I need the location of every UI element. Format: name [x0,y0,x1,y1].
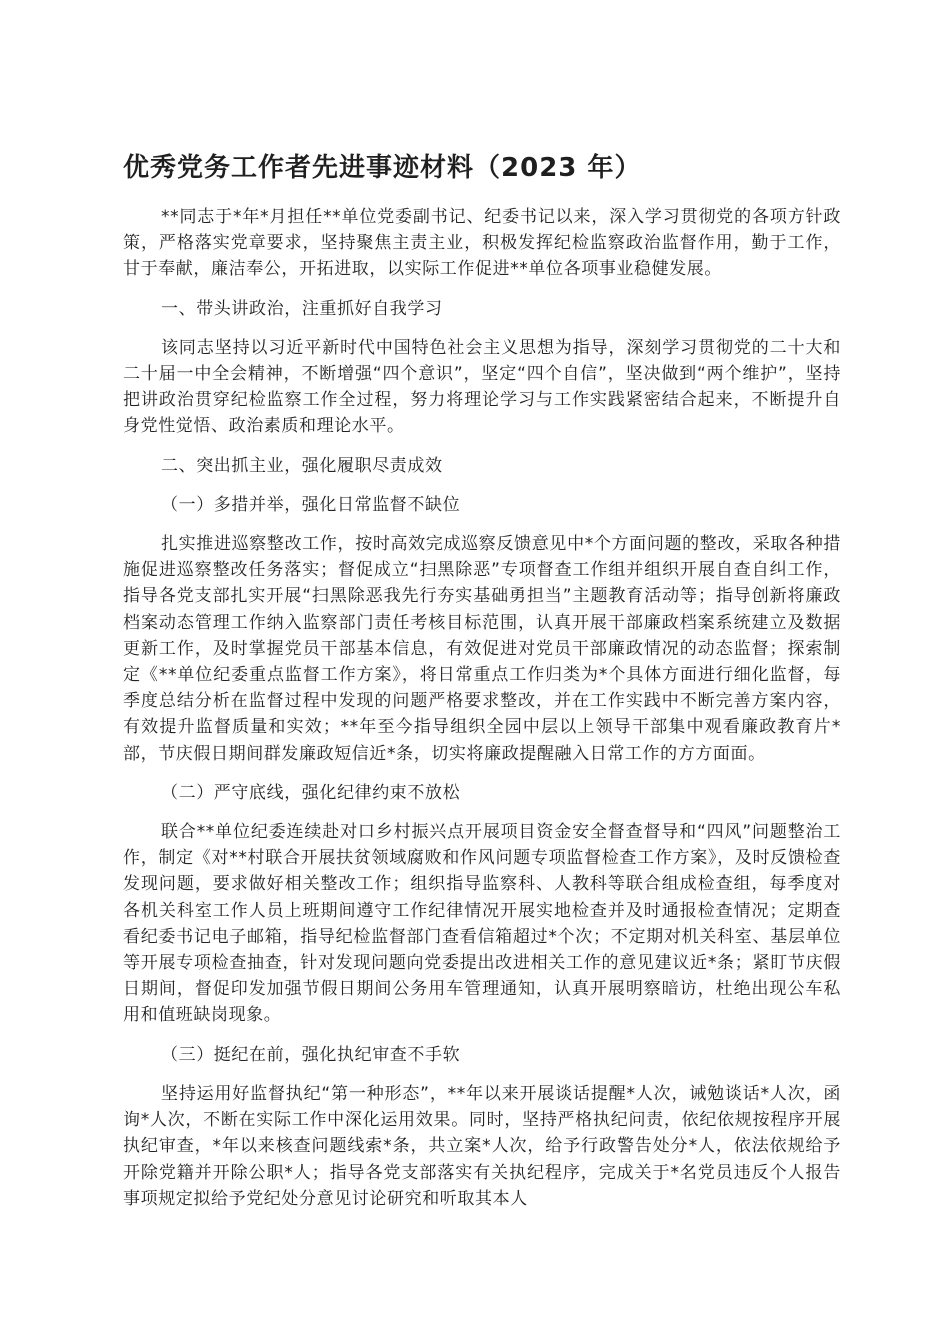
title-tail: 年） [577,153,642,183]
subsection-2-heading: （二）严守底线，强化纪律约束不放松 [161,782,461,803]
intro-paragraph: **同志于*年*月担任**单位党委副书记、纪委书记以来，深入学习贯彻党的各项方针政策，严格落实党章要求，坚持聚焦主责主业，积极发挥纪检监察政治监督作用，勤于工作，甘于奉献，廉洁奉公，开拓进取，以实际工作促进**单位各项事业稳健发展。 [123,207,841,280]
subsection-1-heading: （一）多措并举，强化日常监督不缺位 [161,494,461,515]
section-2-heading: 二、突出抓主业，强化履职尽责成效 [161,455,443,476]
document-title [123,150,841,186]
document-page [123,150,841,1225]
subsection-3-paragraph: 坚持运用好监督执纪“第一种形态”，**年以来开展谈话提醒*人次，诫勉谈话*人次，函询*人次，不断在实际工作中深化运用效果。同时，坚持严格执纪问责，依纪依规按程序开展执纪审查，*年以来核查问题线索*条，共立案*人次，给予行政警告处分*人，依法依规给予开除党籍并开除公职*人；指导各党支部落实有关执纪程序，完成关于*名党员违反个人报告事项规定拟给予党纪处分意见讨论研究和听取其本人 [123,1083,841,1209]
subsection-3-heading: （三）挺纪在前，强化执纪审查不手软 [161,1044,461,1065]
title-year: 2023 [501,153,578,183]
subsection-2-paragraph: 联合**单位纪委连续赴对口乡村振兴点开展项目资金安全督查督导和“四风”问题整治工作，制定《对**村联合开展扶贫领域腐败和作风问题专项监督检查工作方案》，及时反馈检查发现问题，要求做好相关整改工作；组织指导监察科、人教科等联合组成检查组，每季度对各机关科室工作人员上班期间遵守工作纪律情况开展实地检查并及时通报检查情况；定期查看纪委书记电子邮箱，指导纪检监督部门查看信箱超过*个次；不定期对机关科室、基层单位等开展专项检查抽查，针对发现问题向党委提出改进相关工作的意见建议近*条；紧盯节庆假日期间，督促印发加强节假日期间公务用车管理通知，认真开展明察暗访，杜绝出现公车私用和值班缺岗现象。 [123,822,841,1026]
section-1-paragraph: 该同志坚持以习近平新时代中国特色社会主义思想为指导，深刻学习贯彻党的二十大和二十届一中全会精神，不断增强“四个意识”，坚定“四个自信”，坚决做到“两个维护”，坚持把讲政治贯穿纪检监察工作全过程，努力将理论学习与工作实践紧密结合起来，不断提升自身党性觉悟、政治素质和理论水平。 [123,337,841,437]
section-1-heading: 一、带头讲政治，注重抓好自我学习 [161,298,443,319]
subsection-1-paragraph: 扎实推进巡察整改工作，按时高效完成巡察反馈意见中*个方面问题的整改，采取各种措施促进巡察整改任务落实；督促成立“扫黑除恶”专项督查工作组并组织开展自查自纠工作，指导各党支部扎实开展“扫黑除恶我先行夯实基础勇担当”主题教育活动等；指导创新将廉政档案动态管理工作纳入监察部门责任考核目标范围，认真开展干部廉政档案系统建立及数据更新工作，及时掌握党员干部基本信息，有效促进对党员干部廉政情况的动态监督；探索制定《**单位纪委重点监督工作方案》，将日常重点工作归类为*个具体方面进行细化监督，每季度总结分析在监督过程中发现的问题严格要求整改，并在工作实践中不断完善方案内容，有效提升监督质量和实效；**年至今指导组织全园中层以上领导干部集中观看廉政教育片*部，节庆假日期间群发廉政短信近*条，切实将廉政提醒融入日常工作的方方面面。 [123,534,841,764]
title-main: 优秀党务工作者先进事迹材料（ [123,153,502,183]
